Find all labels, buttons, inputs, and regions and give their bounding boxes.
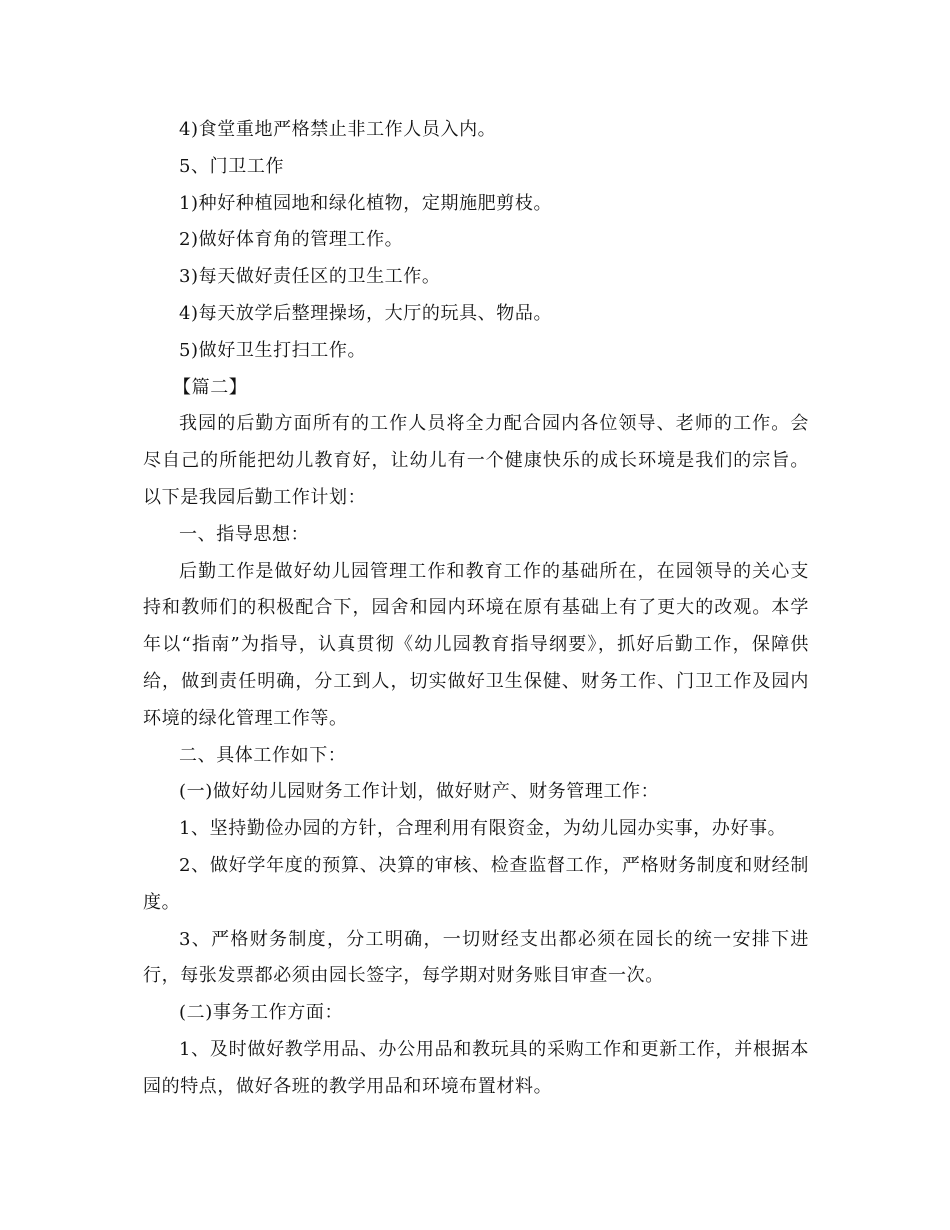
paragraph-canteen-rule: 4)食堂重地严格禁止非工作人员入内。 — [179, 119, 497, 140]
paragraph-planting: 1)种好种植园地和绿化植物，定期施肥剪枝。 — [179, 192, 553, 214]
paragraph-playground: 4)每天放学后整理操场，大厅的玩具、物品。 — [179, 302, 553, 324]
paragraph-affairs-1: 1、及时做好教学用品、办公用品和教玩具的采购工作和更新工作，并根据本园的特点，做好各班的教学用品和环境布置材料。 — [143, 1038, 809, 1097]
paragraph-finance-2: 2、做好学年度的预算、决算的审核、检查监督工作，严格财务制度和财经制度。 — [143, 854, 809, 913]
heading-finance: (一)做好幼儿园财务工作计划，做好财产、财务管理工作： — [179, 781, 660, 803]
heading-specific-work: 二、具体工作如下： — [179, 744, 347, 766]
paragraph-intro: 我园的后勤方面所有的工作人员将全力配合园内各位领导、老师的工作。会尽自己的所能把幼儿教育好，让幼儿有一个健康快乐的成长环境是我们的宗旨。以下是我园后勤工作计划： — [143, 413, 809, 508]
section-heading-part-two: 【篇二】 — [173, 376, 248, 398]
document-body — [143, 112, 809, 1106]
paragraph-finance-1: 1、坚持勤俭办园的方针，合理利用有限资金，为幼儿园办实事，办好事。 — [179, 818, 787, 840]
paragraph-guiding-thought: 后勤工作是做好幼儿园管理工作和教育工作的基础所在，在园领导的关心支持和教师们的积极配合下，园舍和园内环境在原有基础上有了更大的改观。本学年以“指南”为指导，认真贯彻《幼儿园教育指导纲要》，抓好后勤工作，保障供给，做到责任明确，分工到人，切实做好卫生保健、财务工作、门卫工作及园内环境的绿化管理工作等。 — [143, 560, 809, 729]
heading-guiding-thought: 一、指导思想： — [179, 523, 310, 545]
heading-affairs: (二)事务工作方面： — [179, 1002, 344, 1024]
paragraph-finance-3: 3、严格财务制度，分工明确，一切财经支出都必须在园长的统一安排下进行，每张发票都必须由园长签字，每学期对财务账目审查一次。 — [143, 928, 809, 987]
paragraph-sports-corner: 2)做好体育角的管理工作。 — [179, 229, 404, 251]
paragraph-hygiene-zone: 3)每天做好责任区的卫生工作。 — [179, 266, 441, 288]
paragraph-gatekeeper-heading: 5、门卫工作 — [179, 155, 285, 177]
paragraph-cleaning: 5)做好卫生打扫工作。 — [179, 339, 367, 361]
